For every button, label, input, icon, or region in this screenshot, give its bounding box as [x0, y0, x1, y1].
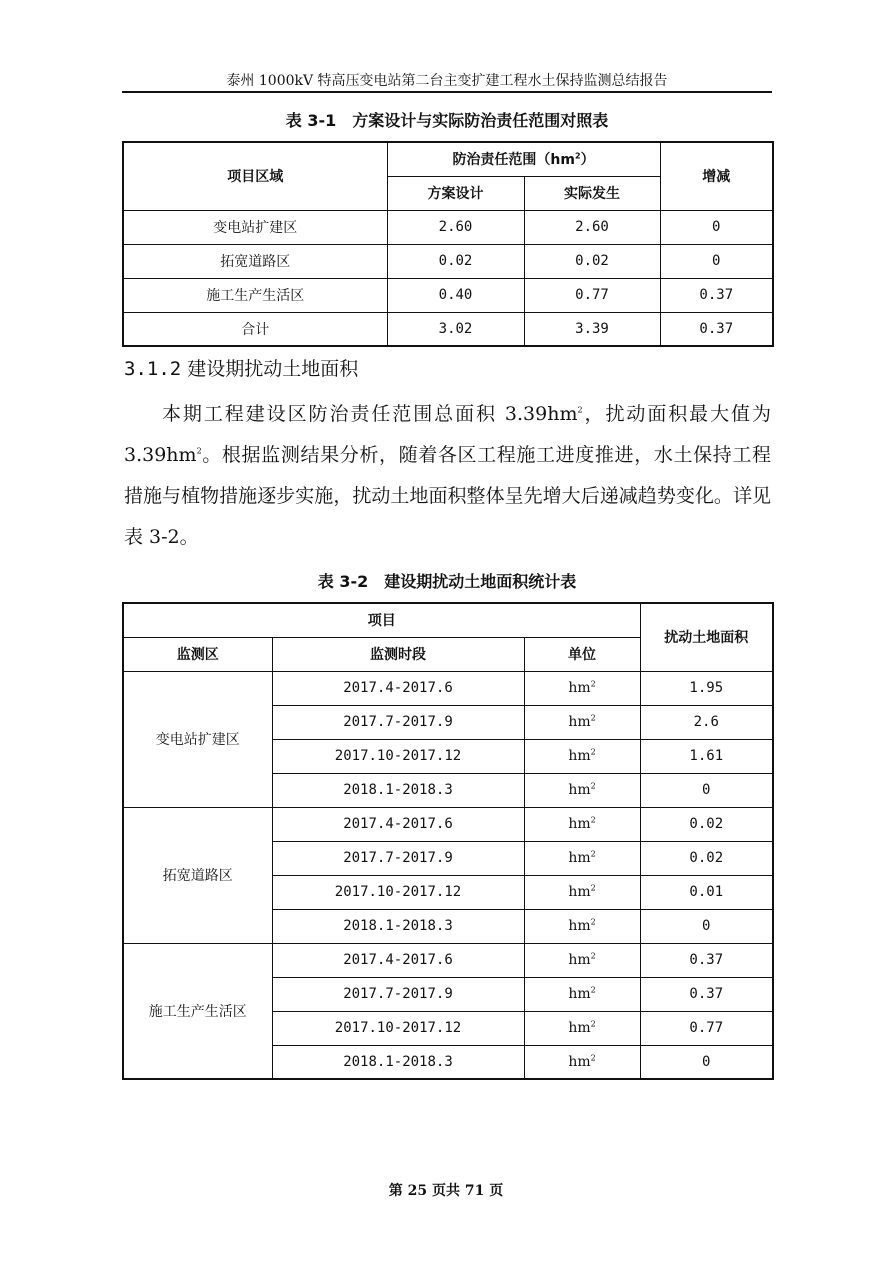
- area-cell: 0: [640, 909, 773, 943]
- period-cell: 2018.1-2018.3: [272, 773, 524, 807]
- area-cell: 0.37: [640, 977, 773, 1011]
- unit-cell: $hm^2$: [524, 671, 640, 705]
- area-cell: 0.77: [640, 1011, 773, 1045]
- header-design: 方案设计: [387, 176, 524, 210]
- period-cell: 2017.4-2017.6: [272, 671, 524, 705]
- unit-cell: $hm^2$: [524, 943, 640, 977]
- period-cell: 2017.4-2017.6: [272, 943, 524, 977]
- area-cell: 0.01: [640, 875, 773, 909]
- zone-cell: 拓宽道路区: [123, 807, 272, 943]
- unit-cell: $hm^2$: [524, 739, 640, 773]
- unit-cell: $hm^2$: [524, 841, 640, 875]
- design-cell: 0.40: [387, 278, 524, 312]
- period-cell: 2017.10-2017.12: [272, 739, 524, 773]
- region-cell: 合计: [123, 312, 387, 346]
- actual-cell: 2.60: [524, 210, 660, 244]
- unit-cell: $hm^2$: [524, 705, 640, 739]
- actual-cell: 3.39: [524, 312, 660, 346]
- zone-cell: 施工生产生活区: [123, 943, 272, 1079]
- table-row: [123, 671, 773, 705]
- header-disturbed-area: 扰动土地面积: [640, 603, 773, 671]
- region-cell: 变电站扩建区: [123, 210, 387, 244]
- unit-cell: $hm^2$: [524, 875, 640, 909]
- header-period: 监测时段: [272, 637, 524, 671]
- change-cell: 0.37: [660, 312, 773, 346]
- design-cell: 2.60: [387, 210, 524, 244]
- section-title: 建设期扰动土地面积: [187, 358, 359, 380]
- header-scope: 防治责任范围$(hm^2)$: [387, 142, 660, 176]
- area-cell: 0.02: [640, 807, 773, 841]
- period-cell: 2017.7-2017.9: [272, 705, 524, 739]
- unit-cell: $hm^2$: [524, 1011, 640, 1045]
- header-region: 项目区域: [123, 142, 387, 210]
- unit-cell: $hm^2$: [524, 1045, 640, 1079]
- table-row: [123, 943, 773, 977]
- change-cell: 0: [660, 210, 773, 244]
- area-cell: 0.37: [640, 943, 773, 977]
- area-cell: 0: [640, 1045, 773, 1079]
- table-row: [123, 807, 773, 841]
- disturbed-area-table: [122, 602, 774, 1080]
- report-header: 泰州 1000kV 特高压变电站第二台主变扩建工程水土保持监测总结报告: [226, 73, 668, 89]
- section-number: 3.1.2: [124, 358, 182, 380]
- period-cell: 2017.7-2017.9: [272, 977, 524, 1011]
- responsibility-scope-table: [122, 141, 774, 347]
- header-item: 项目: [123, 603, 640, 637]
- actual-cell: 0.77: [524, 278, 660, 312]
- period-cell: 2017.10-2017.12: [272, 1011, 524, 1045]
- period-cell: 2018.1-2018.3: [272, 909, 524, 943]
- area-cell: 1.61: [640, 739, 773, 773]
- area-cell: 2.6: [640, 705, 773, 739]
- disturbed-area-body: [123, 671, 773, 1079]
- area-cell: 0: [640, 773, 773, 807]
- header-unit: 单位: [524, 637, 640, 671]
- zone-cell: 变电站扩建区: [123, 671, 272, 807]
- period-cell: 2018.1-2018.3: [272, 1045, 524, 1079]
- table2-caption: 表 3-2 建设期扰动土地面积统计表: [317, 572, 577, 591]
- actual-cell: 0.02: [524, 244, 660, 278]
- design-cell: 3.02: [387, 312, 524, 346]
- change-cell: 0.37: [660, 278, 773, 312]
- period-cell: 2017.10-2017.12: [272, 875, 524, 909]
- header-change: 增减: [660, 142, 773, 210]
- region-cell: 拓宽道路区: [123, 244, 387, 278]
- period-cell: 2017.4-2017.6: [272, 807, 524, 841]
- table-row: [123, 244, 773, 278]
- header-divider: [122, 91, 772, 93]
- page-number: 第 25 页共 71 页: [388, 1183, 504, 1199]
- design-cell: 0.02: [387, 244, 524, 278]
- area-cell: 0.02: [640, 841, 773, 875]
- header-zone: 监测区: [123, 637, 272, 671]
- table-row: [123, 278, 773, 312]
- region-cell: 施工生产生活区: [123, 278, 387, 312]
- table-row-total: [123, 312, 773, 346]
- unit-cell: $hm^2$: [524, 807, 640, 841]
- period-cell: 2017.7-2017.9: [272, 841, 524, 875]
- header-actual: 实际发生: [524, 176, 660, 210]
- table1-caption: 表 3-1 方案设计与实际防治责任范围对照表: [285, 111, 609, 130]
- body-paragraph: 本期工程建设区防治责任范围总面积 $3.39hm^2$，扰动面积最大值为 $3.39hm^2$。根据监测结果分析，随着各区工程施工进度推进，水土保持工程措施与植物措施逐步实施，扰动土地面积整体呈先增大后递减趋势变化。详见表 3-2。: [124, 403, 771, 548]
- area-cell: 1.95: [640, 671, 773, 705]
- change-cell: 0: [660, 244, 773, 278]
- unit-cell: $hm^2$: [524, 977, 640, 1011]
- table-row: [123, 210, 773, 244]
- unit-cell: $hm^2$: [524, 773, 640, 807]
- unit-cell: $hm^2$: [524, 909, 640, 943]
- section-heading: [124, 354, 358, 381]
